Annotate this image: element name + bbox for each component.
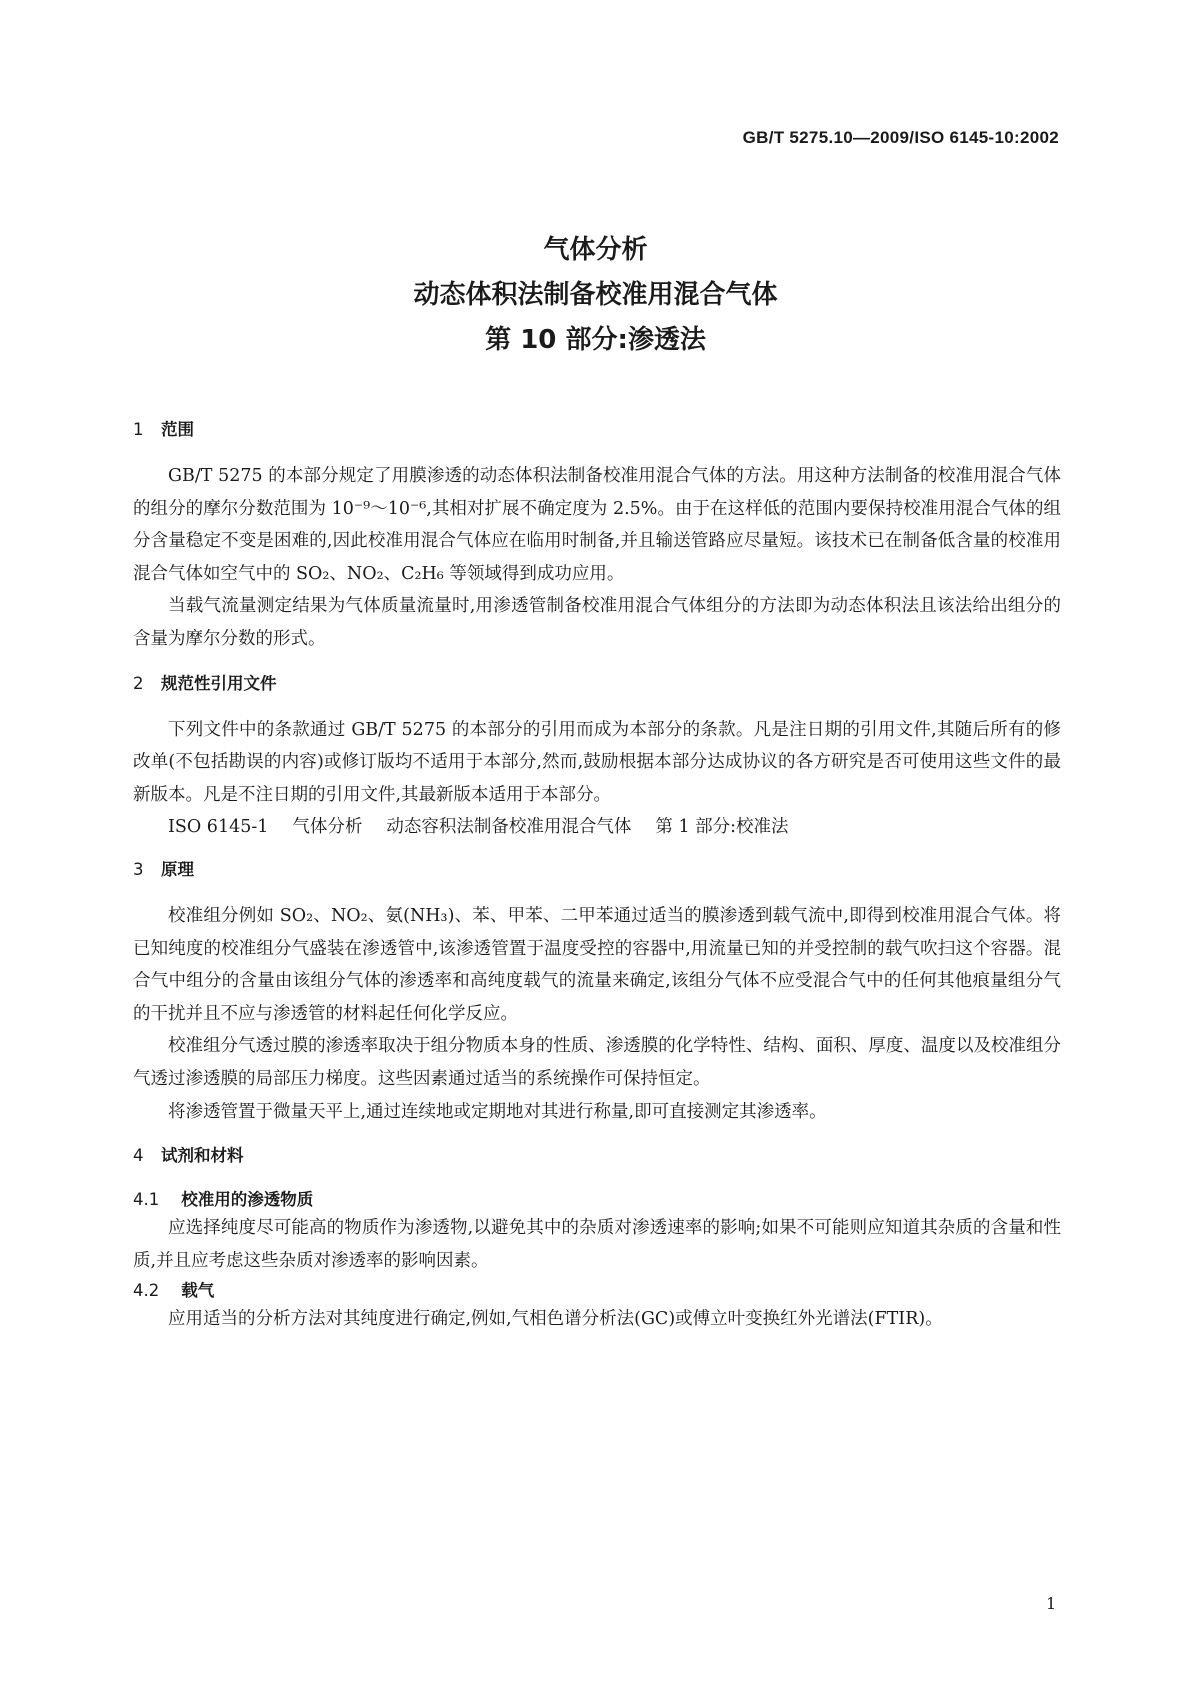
section-heading-principle: [133, 858, 1061, 882]
subsection-heading-permeation-substance: [133, 1188, 1061, 1212]
section-heading-reagents: [133, 1144, 1061, 1168]
paragraph: 校准组分气透过膜的渗透率取决于组分物质本身的性质、渗透膜的化学特性、结构、面积、厚度、温度以及校准组分气透过渗透膜的局部压力梯度。这些因素通过适当的系统操作可保持恒定。: [133, 1036, 1061, 1089]
section-heading-scope: [133, 418, 1061, 442]
section-number: 3: [133, 859, 144, 879]
page-number: 1: [1046, 1594, 1057, 1613]
paragraph: 下列文件中的条款通过 GB/T 5275 的本部分的引用而成为本部分的条款。凡是注日期的引用文件,其随后所有的修改单(不包括勘误的内容)或修订版均不适用于本部分,然而,鼓励根据本部分达成协议的各方研究是否可使用这些文件的最新版本。凡是不注日期的引用文件,其最新版本适用于本部分。: [133, 719, 1061, 805]
reference-title-part1: 气体分析: [292, 817, 363, 838]
title-line-2: 动态体积法制备校准用混合气体: [413, 280, 778, 310]
subsection-title: 校准用的渗透物质: [181, 1190, 314, 1210]
section-heading-normative-references: [133, 672, 1061, 696]
title-line-3: 第 10 部分:渗透法: [485, 325, 706, 355]
section-number: 1: [133, 420, 144, 439]
reference-entry: [133, 811, 1061, 844]
section-title: 试剂和材料: [161, 1146, 244, 1166]
section-title: 规范性引用文件: [161, 673, 277, 693]
section-number: 4: [133, 1146, 144, 1166]
paragraph: 应用适当的分析方法对其纯度进行确定,例如,气相色谱分析法(GC)或傅立叶变换红外光谱法(FTIR)。: [168, 1309, 943, 1330]
subsection-heading-carrier-gas: [133, 1279, 1061, 1303]
section-title: 范围: [161, 420, 194, 439]
paragraph: GB/T 5275 的本部分规定了用膜渗透的动态体积法制备校准用混合气体的方法。用这种方法制备的校准用混合气体的组分的摩尔分数范围为 10⁻⁹～10⁻⁶,其相对扩展不确定度为 2.5%。由于在这样低的范围内要保持校准用混合气体的组分含量稳定不变是困难的,因此校准用混合气体应在临用时制备,并且输送管路应尽量短。该技术已在制备低含量的校准用混合气体如空气中的 SO₂、NO₂、C₂H₆ 等领域得到成功应用。: [133, 466, 1061, 584]
subsection-title: 载气: [181, 1281, 215, 1301]
paragraph: 当载气流量测定结果为气体质量流量时,用渗透管制备校准用混合气体组分的方法即为动态体积法且该法给出组分的含量为摩尔分数的形式。: [133, 596, 1061, 649]
section-number: 2: [133, 673, 144, 693]
paragraph: 应选择纯度尽可能高的物质作为渗透物,以避免其中的杂质对渗透速率的影响;如果不可能则应知道其杂质的含量和性质,并且应考虑这些杂质对渗透率的影响因素。: [133, 1218, 1061, 1271]
paragraph: 将渗透管置于微量天平上,通过连续地或定期地对其进行称量,即可直接测定其渗透率。: [168, 1101, 827, 1122]
subsection-number: 4.2: [133, 1281, 160, 1301]
section-title: 原理: [161, 859, 194, 879]
reference-code: ISO 6145-1: [168, 817, 269, 838]
document-title: [0, 228, 1191, 363]
title-line-1: 气体分析: [543, 235, 648, 265]
standard-code: GB/T 5275.10—2009/ISO 6145-10:2002: [742, 128, 1059, 147]
subsection-number: 4.1: [133, 1190, 160, 1210]
reference-title-part2: 动态容积法制备校准用混合气体: [386, 817, 632, 838]
reference-title-part3: 第 1 部分:校准法: [655, 817, 789, 838]
document-body: [133, 418, 1061, 1336]
paragraph: 校准组分例如 SO₂、NO₂、氨(NH₃)、苯、甲苯、二甲苯通过适当的膜渗透到载气流中,即得到校准用混合气体。将已知纯度的校准组分气盛装在渗透管中,该渗透管置于温度受控的容器中,用流量已知的并受控制的载气吹扫这个容器。混合气中组分的含量由该组分气体的渗透率和高纯度载气的流量来确定,该组分气体不应受混合气中的任何其他痕量组分气的干扰并且不应与渗透管的材料起任何化学反应。: [133, 905, 1061, 1024]
